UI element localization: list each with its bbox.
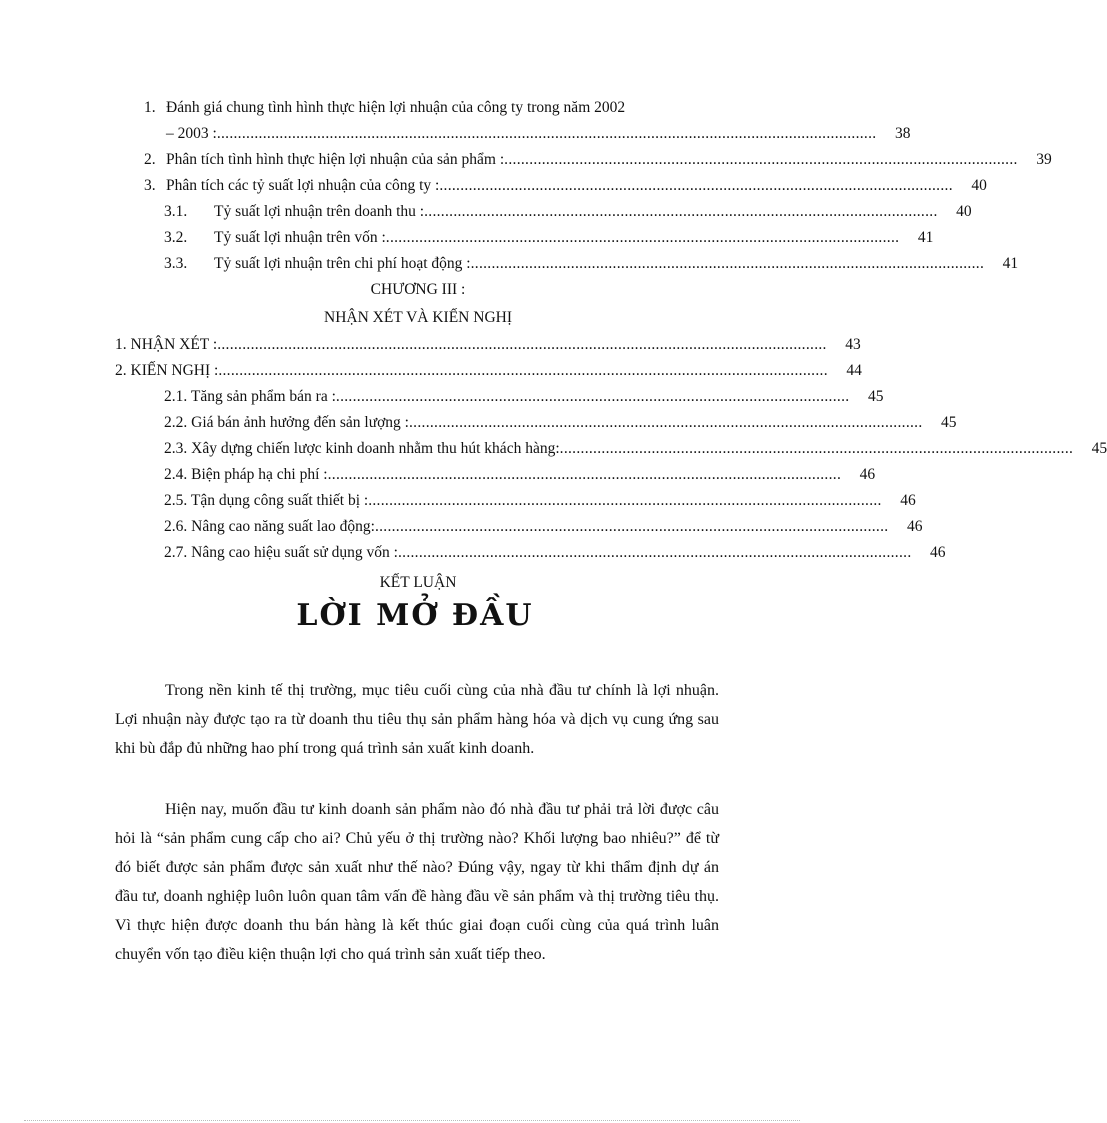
toc-leader-dots: ..................................................................................................................................................: [218, 362, 828, 379]
chapter-title: NHẬN XÉT VÀ KIẾN NGHỊ: [324, 309, 512, 326]
toc-entry: [115, 358, 862, 384]
toc-entry: [164, 488, 916, 514]
toc-page-number: 40: [971, 177, 987, 194]
toc-page-number: 45: [1091, 440, 1107, 457]
toc-entry-number: 3.2.: [164, 229, 188, 246]
body-paragraph: Trong nền kinh tế thị trường, mục tiêu cuối cùng của nhà đầu tư chính là lợi nhuận. Lợi nhuận này được tạo ra từ doanh thu tiêu thụ sản phẩm hàng hóa và dịch vụ cung ứng sau khi bù đắp đủ những hao phí trong quá trình sản xuất kinh doanh.: [115, 682, 719, 757]
toc-leader-dots: ...........................................................................................................................: [368, 492, 882, 509]
toc-leader-dots: ...........................................................................................................................: [470, 255, 985, 272]
toc-page-number: 45: [941, 414, 957, 431]
toc-entry-text: 2.4. Biện pháp hạ chi phí :: [164, 466, 328, 483]
toc-entry-text: – 2003 :: [166, 125, 217, 142]
body-paragraph: Hiện nay, muốn đầu tư kinh doanh sản phẩm nào đó nhà đầu tư phải trả lời được câu hỏi là “sản phẩm cung cấp cho ai? Chủ yếu ở thị trường nào? Khối lượng bao nhiêu?” để từ đó biết được sản phẩm được sản xuất như thế nào? Đúng vậy, ngay từ khi thẩm định dự án đầu tư, doanh nghiệp luôn luôn quan tâm vấn đề hàng đầu về sản phẩm và thị trường tiêu thụ. Vì thực hiện được doanh thu bán hàng là kết thúc giai đoạn cuối cùng của quá trình luân chuyển vốn tạo điều kiện thuận lợi cho quá trình sản xuất tiếp theo.: [115, 801, 719, 963]
toc-entry: [164, 251, 1019, 277]
toc-page-number: 39: [1036, 151, 1052, 168]
toc-entry-continued: [166, 121, 911, 147]
toc-entry-text: 2. KIẾN NGHỊ :: [115, 362, 219, 379]
toc-entry-text: Phân tích tình hình thực hiện lợi nhuận của sản phẩm :: [166, 151, 505, 168]
toc-page-number: 46: [906, 518, 923, 535]
toc-leader-dots: ...........................................................................................................................: [385, 229, 900, 246]
toc-page-number: 41: [1002, 255, 1019, 272]
toc-entry-text: 2.6. Nâng cao năng suất lao động:: [164, 518, 375, 535]
toc-entry: [164, 225, 934, 251]
toc-entry: [164, 436, 1107, 462]
toc-entry: [144, 95, 720, 121]
toc-page-number: 46: [859, 466, 876, 483]
toc-page-number: 44: [846, 362, 862, 379]
toc-leader-dots: ...........................................................................................................................: [559, 440, 1074, 457]
toc-entry-text: Phân tích các tỷ suất lợi nhuận của công ty :: [166, 177, 440, 194]
toc-page-number: 46: [900, 492, 916, 509]
toc-leader-dots: ...........................................................................................................................: [397, 544, 912, 561]
toc-entry-number: 2.: [144, 151, 156, 168]
toc-entry-number: 3.1.: [164, 203, 188, 220]
conclusion-heading: KẾT LUẬN: [379, 574, 457, 591]
toc-page-number: 43: [845, 336, 861, 353]
toc-page-number: 40: [956, 203, 972, 220]
toc-entry-text: Đánh giá chung tình hình thực hiện lợi nhuận của công ty trong năm 2002: [166, 99, 626, 116]
toc-entry: [115, 332, 861, 358]
toc-entry: [164, 199, 972, 225]
chapter-label: CHƯƠNG III :: [370, 281, 466, 298]
toc-entry-number: 1.: [144, 99, 156, 116]
toc-entry-number: 3.3.: [164, 255, 188, 272]
toc-leader-dots: ..............................................................................................................................................................: [216, 125, 877, 142]
toc-page-number: 38: [894, 125, 911, 142]
toc-entry: [164, 540, 946, 566]
toc-leader-dots: ...........................................................................................................................: [504, 151, 1018, 168]
toc-page-number: 46: [930, 544, 946, 561]
toc-leader-dots: ..................................................................................................................................................: [217, 336, 827, 353]
toc-leader-dots: ...........................................................................................................................: [327, 466, 842, 483]
toc-entry: [144, 173, 987, 199]
page-title: LỜI MỞ ĐẦU: [296, 598, 534, 633]
page-bottom-divider: [24, 1120, 800, 1121]
toc-page-number: 41: [917, 229, 934, 246]
toc-leader-dots: ...........................................................................................................................: [409, 414, 923, 431]
toc-entry-text: 2.2. Giá bán ảnh hưởng đến sản lượng :: [164, 414, 409, 431]
toc-entry-text: 2.5. Tận dụng công suất thiết bị :: [164, 492, 369, 509]
toc-entry-text: 2.1. Tăng sản phẩm bán ra :: [164, 388, 336, 405]
toc-entry: [144, 147, 1052, 173]
toc-leader-dots: ...........................................................................................................................: [374, 518, 889, 535]
toc-entry-number: 3.: [144, 177, 156, 194]
toc-leader-dots: ...........................................................................................................................: [439, 177, 953, 194]
toc-entry-text: Tỷ suất lợi nhuận trên vốn :: [214, 229, 386, 246]
toc-entry: [164, 462, 876, 488]
toc-entry: [164, 384, 884, 410]
toc-entry: [164, 514, 923, 540]
toc-leader-dots: ...........................................................................................................................: [335, 388, 850, 405]
toc-entry-text: 2.3. Xây dựng chiến lược kinh doanh nhằm thu hút khách hàng:: [164, 440, 560, 457]
toc-entry: [164, 410, 957, 436]
toc-page-number: 45: [867, 388, 884, 405]
toc-entry-text: 1. NHẬN XÉT :: [115, 336, 218, 353]
toc-leader-dots: ...........................................................................................................................: [424, 203, 938, 220]
toc-entry-text: Tỷ suất lợi nhuận trên doanh thu :: [214, 203, 425, 220]
toc-entry-text: Tỷ suất lợi nhuận trên chi phí hoạt động :: [214, 255, 471, 272]
toc-entry-text: 2.7. Nâng cao hiệu suất sử dụng vốn :: [164, 544, 398, 561]
